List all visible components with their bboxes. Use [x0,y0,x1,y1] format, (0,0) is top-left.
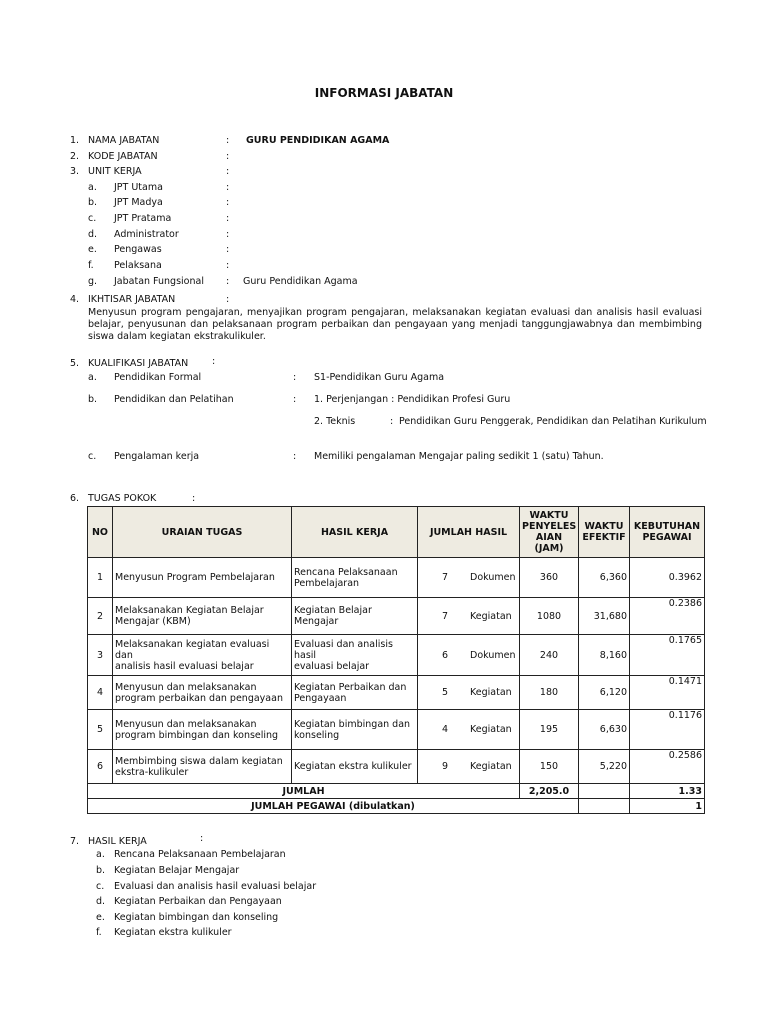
hasil-line: Kegiatan bimbingan dan [294,718,411,730]
header-waktu-l2: PENYELES [522,521,577,532]
list-letter: e. [96,912,105,923]
uraian-line: analisis hasil evaluasi belajar [115,660,254,672]
colon: : [226,166,230,177]
tugas-pokok-table [87,506,705,814]
row-uraian [113,635,292,676]
row-unit: Kegiatan [470,761,512,772]
jabatan-fungsional-value: Guru Pendidikan Agama [243,276,358,287]
row-qty: 9 [441,761,449,772]
list-letter: a. [88,182,97,193]
header-kebutuhan-l1: KEBUTUHAN [633,521,701,532]
header-hasil: HASIL KERJA [292,507,418,558]
header-waktu [520,507,579,558]
row-jumlah [418,558,520,598]
hasil-kerja-label: HASIL KERJA [88,836,147,847]
row-jumlah [418,598,520,635]
uraian-line: Membimbing siswa dalam kegiatan [115,755,283,767]
row-jumlah [418,750,520,784]
pegawai-row [88,799,705,814]
row-kebutuhan: 0.2386 [630,598,705,635]
table-row [88,676,705,710]
row-hasil [292,710,418,750]
table-row [88,710,705,750]
teknis-value: Pendidikan Guru Penggerak, Pendidikan dan Pelatihan Kurikulum [399,416,707,427]
ikhtisar-text: Menyusun program pengajaran, menyajikan program pengajaran, melaksanakan kegiatan evaluasi dan analisis hasil evaluasi belajar, penyusunan dan pelaksanaan program perbaikan dan pengayaan yang menjadi tanggungjawabnya dan membimbing siswa dalam kegiatan ekstrakulikuler. [88,307,702,342]
list-item: Rencana Pelaksanaan Pembelajaran [114,849,286,860]
row-efektif: 6,120 [579,676,630,710]
row-kebutuhan: 0.1176 [630,710,705,750]
pegawai-empty [579,799,630,814]
row-waktu: 1080 [520,598,579,635]
colon: : [226,197,230,208]
item-number: 5. [70,358,80,369]
row-uraian [113,598,292,635]
nama-jabatan-label: NAMA JABATAN [88,135,160,146]
row-jumlah [418,676,520,710]
colon: : [200,833,204,844]
colon: : [226,135,230,146]
list-letter: b. [96,865,106,876]
row-efektif: 8,160 [579,635,630,676]
kode-jabatan-label: KODE JABATAN [88,151,158,162]
pendidikan-formal-value: S1-Pendidikan Guru Agama [314,372,445,383]
list-letter: e. [88,244,97,255]
item-number: 2. [70,151,80,162]
row-qty: 7 [441,610,449,622]
list-letter: g. [88,276,98,287]
pegawai-value: 1 [630,799,705,814]
colon: : [293,394,297,405]
unit-kerja-item-label: JPT Utama [114,182,163,193]
row-waktu: 180 [520,676,579,710]
row-hasil [292,676,418,710]
row-hasil [292,635,418,676]
row-jumlah [418,710,520,750]
colon: : [226,151,230,162]
header-efektif-l1: WAKTU [584,521,624,532]
row-kebutuhan: 0.2586 [630,750,705,784]
unit-kerja-item-label: JPT Madya [114,197,163,208]
colon: : [192,493,196,504]
hasil-line: Evaluasi dan analisis hasil [294,638,393,661]
row-uraian [113,710,292,750]
row-waktu: 360 [520,558,579,598]
jumlah-waktu: 2,205.0 [520,784,579,799]
row-efektif: 5,220 [579,750,630,784]
row-unit: Kegiatan [470,724,512,735]
row-qty: 4 [441,724,449,735]
colon: : [226,260,230,271]
uraian-line: Menyusun dan melaksanakan [115,718,257,730]
pengalaman-label: Pengalaman kerja [114,451,200,462]
unit-kerja-item-label: Administrator [114,229,179,240]
header-jumlah: JUMLAH HASIL [418,507,520,558]
hasil-line: Kegiatan Perbaikan dan [294,681,407,693]
table-row [88,558,705,598]
header-no: NO [88,507,113,558]
jumlah-label: JUMLAH [88,784,520,799]
jumlah-efektif-empty [579,784,630,799]
row-uraian [113,558,292,598]
row-hasil [292,558,418,598]
unit-kerja-item-label: Pelaksana [114,260,162,271]
hasil-line: Rencana Pelaksanaan [294,566,398,578]
list-letter: c. [88,213,97,224]
header-kebutuhan-l2: PEGAWAI [642,532,692,543]
row-hasil [292,750,418,784]
table-row [88,635,705,676]
list-letter: f. [88,260,94,271]
list-item: Kegiatan bimbingan dan konseling [114,912,279,923]
row-no: 4 [88,676,113,710]
uraian-line: Menyusun dan melaksanakan [115,681,257,693]
table-row [88,750,705,784]
row-kebutuhan: 0.3962 [630,558,705,598]
unit-kerja-label: UNIT KERJA [88,166,142,177]
header-efektif-l2: EFEKTIF [582,532,626,543]
item-number: 4. [70,294,80,305]
hasil-line: Pembelajaran [294,577,360,589]
header-uraian: URAIAN TUGAS [113,507,292,558]
row-efektif: 31,680 [579,598,630,635]
header-waktu-l3: AIAN (JAM) [534,532,564,554]
pegawai-label: JUMLAH PEGAWAI (dibulatkan) [88,799,579,814]
header-waktu-l1: WAKTU [529,510,569,521]
colon: : [212,356,216,367]
row-efektif: 6,630 [579,710,630,750]
header-efektif [579,507,630,558]
item-number: 1. [70,135,80,146]
header-kebutuhan [630,507,705,558]
teknis-label: 2. Teknis [314,416,356,427]
uraian-line: Melaksanakan Kegiatan Belajar [115,605,264,616]
row-no: 6 [88,750,113,784]
row-no: 2 [88,598,113,635]
uraian-line: Menyusun Program Pembelajaran [115,572,275,583]
row-jumlah [418,635,520,676]
list-letter: d. [88,229,98,240]
row-qty: 6 [441,649,449,661]
perjenjangan-line: 1. Perjenjangan : Pendidikan Profesi Guru [314,394,511,405]
jumlah-row [88,784,705,799]
item-number: 6. [70,493,80,504]
colon: : [390,416,394,427]
uraian-line: Mengajar (KBM) [115,616,191,627]
row-qty: 5 [441,687,449,698]
row-waktu: 240 [520,635,579,676]
hasil-line: Kegiatan Belajar Mengajar [294,605,372,627]
pendidikan-formal-label: Pendidikan Formal [114,372,202,383]
ikhtisar-label: IKHTISAR JABATAN [88,294,176,305]
row-waktu: 195 [520,710,579,750]
list-letter: a. [96,849,105,860]
colon: : [293,372,297,383]
colon: : [293,451,297,462]
row-waktu: 150 [520,750,579,784]
colon: : [226,294,230,305]
table-header-row [88,507,705,558]
row-unit: Kegiatan [470,610,512,622]
colon: : [226,276,230,287]
hasil-line: Kegiatan ekstra kulikuler [294,761,412,772]
list-letter: d. [96,896,106,907]
list-letter: c. [88,451,97,462]
colon: : [226,244,230,255]
row-efektif: 6,360 [579,558,630,598]
tugas-pokok-label: TUGAS POKOK [88,493,157,504]
row-uraian [113,750,292,784]
row-unit: Kegiatan [470,687,512,698]
unit-kerja-item-label: Jabatan Fungsional [114,276,204,287]
list-letter: b. [88,394,98,405]
kualifikasi-label: KUALIFIKASI JABATAN [88,358,189,369]
row-no: 5 [88,710,113,750]
uraian-line: ekstra-kulikuler [115,766,189,778]
row-qty: 7 [441,572,449,583]
list-item: Evaluasi dan analisis hasil evaluasi belajar [114,881,317,892]
row-kebutuhan: 0.1765 [630,635,705,676]
row-kebutuhan: 0.1471 [630,676,705,710]
colon: : [226,229,230,240]
unit-kerja-item-label: Pengawas [114,244,162,255]
list-item: Kegiatan Belajar Mengajar [114,865,240,876]
pendidikan-pelatihan-label: Pendidikan dan Pelatihan [114,394,234,405]
table-row [88,598,705,635]
uraian-line: program bimbingan dan konseling [115,729,279,741]
hasil-line: konseling [294,729,340,741]
row-no: 3 [88,635,113,676]
jumlah-kebutuhan: 1.33 [630,784,705,799]
row-unit: Dokumen [470,572,516,583]
list-letter: a. [88,372,97,383]
uraian-line: program perbaikan dan pengayaan [115,692,283,704]
list-letter: f. [96,927,102,938]
colon: : [226,213,230,224]
unit-kerja-item-label: JPT Pratama [114,213,172,224]
list-letter: b. [88,197,98,208]
row-unit: Dokumen [470,649,516,661]
row-hasil [292,598,418,635]
list-item: Kegiatan Perbaikan dan Pengayaan [114,896,282,907]
row-uraian [113,676,292,710]
hasil-line: evaluasi belajar [294,660,370,672]
list-item: Kegiatan ekstra kulikuler [114,927,232,938]
item-number: 3. [70,166,80,177]
pengalaman-value: Memiliki pengalaman Mengajar paling sedikit 1 (satu) Tahun. [314,451,604,462]
item-number: 7. [70,836,80,847]
uraian-line: Melaksanakan kegiatan evaluasi dan [115,638,270,661]
list-letter: c. [96,881,105,892]
row-no: 1 [88,558,113,598]
page-title: INFORMASI JABATAN [314,86,454,100]
colon: : [226,182,230,193]
nama-jabatan-value: GURU PENDIDIKAN AGAMA [246,135,390,146]
hasil-line: Pengayaan [294,692,347,704]
